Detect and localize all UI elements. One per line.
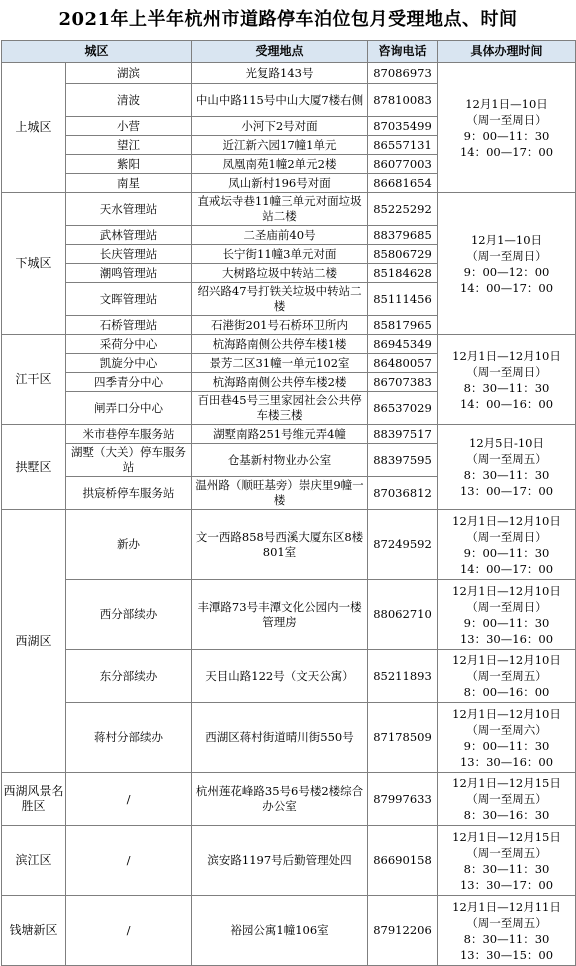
site-name: 闸弄口分中心	[66, 392, 192, 425]
site-name: 新办	[66, 510, 192, 580]
hours-line: 12月1日—12月10日	[452, 653, 561, 667]
site-address: 二圣庙前40号	[192, 226, 368, 245]
office-hours	[438, 896, 576, 966]
hours-line: 9：00—11：30	[463, 545, 550, 560]
table-row	[2, 580, 576, 650]
phone-number: 88397595	[368, 444, 438, 477]
district-name: 拱墅区	[2, 425, 66, 510]
site-name: 武林管理站	[66, 226, 192, 245]
table-row	[2, 510, 576, 580]
site-name: 西分部续办	[66, 580, 192, 650]
office-hours	[438, 63, 576, 193]
hours-line: 8：30—11：30	[463, 861, 550, 876]
hours-line: 14：00—16：00	[459, 396, 554, 411]
district-name: 西湖风景名胜区	[2, 773, 66, 826]
hours-line: （周一至周日）	[466, 248, 547, 263]
table-row	[2, 335, 576, 354]
site-address: 近江新六园17幢1单元	[192, 136, 368, 155]
office-hours	[438, 510, 576, 580]
site-address: 百田巷45号三里家园社会公共停车楼三楼	[192, 392, 368, 425]
site-name: 采荷分中心	[66, 335, 192, 354]
header-hours: 具体办理时间	[438, 41, 576, 63]
phone-number: 85111456	[368, 283, 438, 316]
header-district: 城区	[2, 41, 192, 63]
district-name: 江干区	[2, 335, 66, 425]
hours-line: 12月1日—12月10日	[452, 348, 561, 363]
site-address: 丰潭路73号丰潭文化公园内一楼管理房	[192, 580, 368, 650]
phone-number: 85806729	[368, 245, 438, 264]
site-name: 湖滨	[66, 63, 192, 84]
phone-number: 85184628	[368, 264, 438, 283]
hours-line: 12月1日—12月10日	[452, 706, 561, 721]
phone-number: 87810083	[368, 84, 438, 117]
phone-number: 86077003	[368, 155, 438, 174]
site-address: 裕园公寓1幢106室	[192, 896, 368, 966]
office-hours	[438, 826, 576, 896]
table-body	[2, 63, 576, 966]
table-row	[2, 773, 576, 826]
hours-line: （周一至周日）	[466, 112, 547, 127]
table-row	[2, 650, 576, 703]
office-hours	[438, 193, 576, 335]
site-address: 杭海路南侧公共停车楼1楼	[192, 335, 368, 354]
site-name: /	[66, 826, 192, 896]
site-name: 紫阳	[66, 155, 192, 174]
site-name: 望江	[66, 136, 192, 155]
site-address: 湖墅南路251号维元弄4幢	[192, 425, 368, 444]
site-address: 天目山路122号（文天公寓）	[192, 650, 368, 703]
table-row	[2, 193, 576, 226]
office-hours	[438, 650, 576, 703]
hours-line: 13：30—16：00	[459, 754, 554, 769]
hours-line: 12月5日-10日	[469, 436, 544, 450]
site-address: 西湖区蒋村街道晴川街550号	[192, 703, 368, 773]
office-hours	[438, 773, 576, 826]
phone-number: 86707383	[368, 373, 438, 392]
site-name: 东分部续办	[66, 650, 192, 703]
hours-line: （周一至周日）	[466, 599, 547, 614]
hours-line: 9：00—12：00	[463, 264, 550, 279]
site-name: 天水管理站	[66, 193, 192, 226]
site-name: 小营	[66, 117, 192, 136]
site-address: 杭州莲花峰路35号6号楼2楼综合办公室	[192, 773, 368, 826]
hours-line: 8：30—11：30	[463, 931, 550, 946]
phone-number: 86537029	[368, 392, 438, 425]
phone-number: 88397517	[368, 425, 438, 444]
phone-number: 86690158	[368, 826, 438, 896]
phone-number: 86945349	[368, 335, 438, 354]
hours-line: （周一至周五）	[466, 669, 547, 683]
phone-number: 85211893	[368, 650, 438, 703]
office-hours	[438, 335, 576, 425]
hours-line: 9：00—11：30	[463, 615, 550, 630]
phone-number: 87086973	[368, 63, 438, 84]
phone-number: 86681654	[368, 174, 438, 193]
hours-line: 14：00—17：00	[459, 144, 554, 159]
header-phone: 咨询电话	[368, 41, 438, 63]
table-header-row	[2, 41, 576, 63]
site-address: 长宁街11幢3单元对面	[192, 245, 368, 264]
hours-line: 12月1日—12月10日	[452, 583, 561, 598]
table-row	[2, 896, 576, 966]
phone-number: 86557131	[368, 136, 438, 155]
hours-line: 12月1日—12月10日	[452, 513, 561, 528]
site-name: 南星	[66, 174, 192, 193]
hours-line: 14：00—17：00	[459, 561, 554, 576]
hours-line: 12月1日—12月15日	[452, 829, 561, 844]
phone-number: 87912206	[368, 896, 438, 966]
office-hours	[438, 703, 576, 773]
site-name: 拱宸桥停车服务站	[66, 477, 192, 510]
site-address: 直戒坛寺巷11幢三单元对面垃圾站二楼	[192, 193, 368, 226]
phone-number: 87997633	[368, 773, 438, 826]
hours-line: 14：00—17：00	[459, 280, 554, 295]
phone-number: 86480057	[368, 354, 438, 373]
hours-line: 13：30—15：00	[459, 947, 554, 962]
table-row	[2, 63, 576, 84]
hours-line: 12月1—10日	[470, 232, 543, 247]
phone-number: 88062710	[368, 580, 438, 650]
table-row	[2, 425, 576, 444]
hours-line: （周一至周日）	[466, 364, 547, 379]
phone-number: 85817965	[368, 316, 438, 335]
district-name: 钱塘新区	[2, 896, 66, 966]
hours-line: 8：30—11：30	[463, 468, 550, 482]
phone-number: 87035499	[368, 117, 438, 136]
hours-line: 13：30—17：00	[459, 877, 554, 892]
table-row	[2, 703, 576, 773]
hours-line: 12月1日—12月15日	[452, 776, 561, 790]
hours-line: 8：30—16：30	[463, 808, 550, 822]
site-name: 石桥管理站	[66, 316, 192, 335]
site-address: 凤凰南苑1幢2单元2楼	[192, 155, 368, 174]
hours-line: 12月1日—12月11日	[452, 899, 561, 914]
phone-number: 88379685	[368, 226, 438, 245]
site-address: 滨安路1197号后勤管理处四	[192, 826, 368, 896]
hours-line: 13：00—17：00	[459, 484, 554, 498]
site-name: 清波	[66, 84, 192, 117]
site-address: 温州路（顺旺基旁）崇庆里9幢一楼	[192, 477, 368, 510]
site-name: 四季青分中心	[66, 373, 192, 392]
hours-line: （周一至周五）	[466, 845, 547, 860]
site-address: 中山中路115号中山大厦7楼右侧	[192, 84, 368, 117]
header-location: 受理地点	[192, 41, 368, 63]
site-name: 湖墅（大关）停车服务站	[66, 444, 192, 477]
hours-line: 9：00—11：30	[463, 738, 550, 753]
phone-number: 85225292	[368, 193, 438, 226]
hours-line: 8：30—11：30	[463, 380, 550, 395]
district-name: 上城区	[2, 63, 66, 193]
table-row	[2, 826, 576, 896]
site-address: 凤山新村196号对面	[192, 174, 368, 193]
hours-line: 8：00—16：00	[463, 685, 550, 699]
phone-number: 87036812	[368, 477, 438, 510]
hours-line: 12月1日—10日	[465, 96, 548, 111]
district-name: 滨江区	[2, 826, 66, 896]
phone-number: 87178509	[368, 703, 438, 773]
site-name: 文晖管理站	[66, 283, 192, 316]
office-hours	[438, 425, 576, 510]
site-name: 凯旋分中心	[66, 354, 192, 373]
site-address: 石港街201号石桥环卫所内	[192, 316, 368, 335]
site-address: 仓基新村物业办公室	[192, 444, 368, 477]
district-name: 西湖区	[2, 510, 66, 773]
hours-line: （周一至周五）	[466, 452, 547, 466]
schedule-table	[1, 40, 576, 966]
site-address: 景芳二区31幢一单元102室	[192, 354, 368, 373]
site-address: 文一西路858号西溪大厦东区8楼801室	[192, 510, 368, 580]
site-address: 大树路垃圾中转站二楼	[192, 264, 368, 283]
site-address: 小河下2号对面	[192, 117, 368, 136]
phone-number: 87249592	[368, 510, 438, 580]
site-name: 潮鸣管理站	[66, 264, 192, 283]
site-name: 长庆管理站	[66, 245, 192, 264]
site-name: /	[66, 773, 192, 826]
page-title: 2021年上半年杭州市道路停车泊位包月受理地点、时间	[58, 9, 518, 30]
site-address: 绍兴路47号打铁关垃圾中转站二楼	[192, 283, 368, 316]
site-name: /	[66, 896, 192, 966]
hours-line: 13：30—16：00	[459, 631, 554, 646]
site-address: 光复路143号	[192, 63, 368, 84]
hours-line: （周一至周日）	[466, 529, 547, 544]
hours-line: （周一至周六）	[466, 722, 547, 737]
site-name: 蒋村分部续办	[66, 703, 192, 773]
office-hours	[438, 580, 576, 650]
district-name: 下城区	[2, 193, 66, 335]
site-address: 杭海路南侧公共停车楼2楼	[192, 373, 368, 392]
hours-line: 9：00—11：30	[463, 128, 550, 143]
hours-line: （周一至周五）	[466, 792, 547, 806]
hours-line: （周一至周五）	[466, 915, 547, 930]
site-name: 米市巷停车服务站	[66, 425, 192, 444]
